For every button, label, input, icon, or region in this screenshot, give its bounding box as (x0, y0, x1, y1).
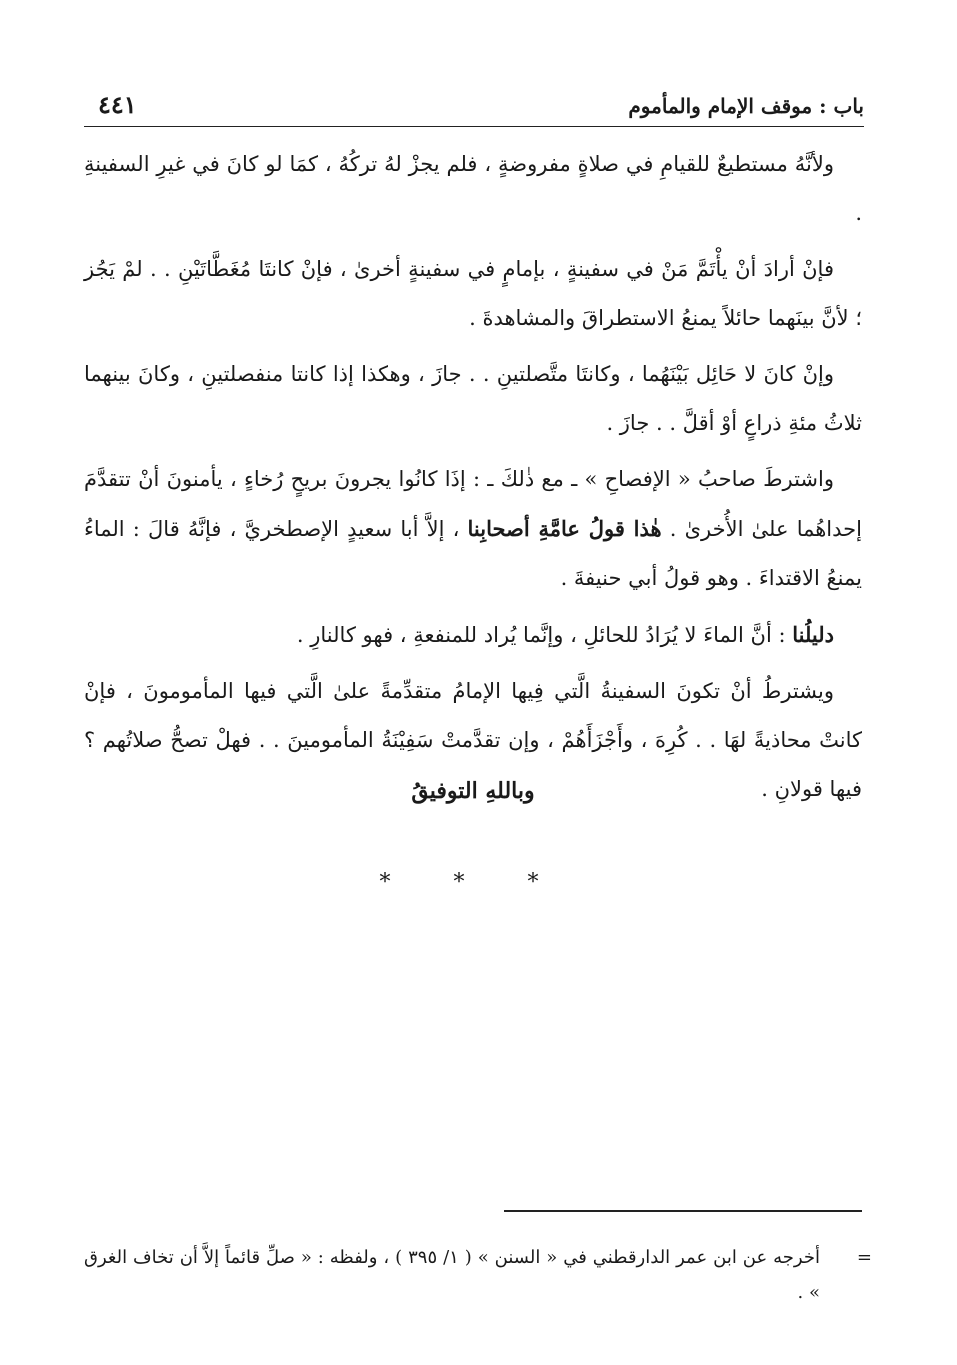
section-separator: * * * (379, 870, 567, 895)
footnote-continuation-mark: = (856, 1247, 872, 1268)
main-text (84, 140, 862, 821)
paragraph-2: فإنْ أرادَ أنْ يأْتَمَّ مَنْ في سفينةٍ ، بإمامٍ في سفينةٍ أخرىٰ ، فإنْ كانتَا مُغَطَّاتَيْنِ . . لمْ يَجُز ؛ لأنَّ بينَهما حائلاً يمنعُ الاستطراقَ والمشاهدةَ . (84, 257, 862, 330)
paragraph-5-bold: دليلُنا (792, 622, 834, 647)
paragraph-5-rest: : أنَّ الماءَ لا يُرَادُ للحائلِ ، وإنَّما يُراد للمنفعةِ ، فهو كالنارِ . (296, 623, 793, 647)
paragraph-4-part-2: ، إلاَّ أبا سعيدٍ الإصطخريَّ ، فإنَّهُ قالَ : الماءُ يمنعُ الاقتداءَ . وهو قولُ أبي حنيفةَ . (84, 517, 862, 590)
closing-phrase: وباللهِ التوفيقُ (411, 778, 535, 804)
footnote-text: أخرجه عن ابن عمر الدارقطني في « السنن » ( ١/ ٣٩٥ ) ، ولفظه : « صلِّ قائماً إلاَّ أن تخاف الغرق » . (84, 1247, 820, 1303)
page-number: ٤٤١ (98, 90, 137, 119)
paragraph-3: وإنْ كانَ لا حَائِل بَيْنَهُما ، وكانتَا متَّصلتينِ . . جازَ ، وهكذا إذا كانتا منفصلتينِ ، وكانَ بينهما ثلاثُ مئةِ ذراعٍ أوْ أقلَّ . . جازَ . (84, 362, 862, 435)
chapter-title: باب : موقف الإمام والمأموم (628, 94, 864, 118)
paragraph-5 (84, 610, 862, 660)
paragraph-1: ولأنَّهُ مستطيعٌ للقيامِ في صلاةٍ مفروضةٍ ، فلم يجزْ لهُ تركُهُ ، كمَا لو كانَ في غيرِ السفينةِ . (84, 152, 862, 225)
paragraph-4 (84, 455, 862, 603)
header-divider (84, 126, 864, 127)
paragraph-6: ويشترطُ أنْ تكونَ السفينةُ الَّتي فِيها الإمامُ متقدِّمةً علىٰ الَّتي فيها المأمومونَ ، فإنْ كانتْ محاذيةً لهَا . . كُرِهَ ، وأَجْزَأَهُمْ ، وإن تقدَّمتْ سَفِيْنَةُ المأمومينَ . . فهلْ تصحُّ صلاتُهم ؟ فيها قولانِ . (84, 679, 862, 801)
footnote (84, 1240, 872, 1310)
running-header (84, 88, 864, 124)
paragraph-4-bold: هٰذا قولُ عامَّةِ أصحابِنا (467, 516, 662, 541)
footnote-divider (504, 1210, 862, 1212)
paragraph-4-part-1: واشترطَ صاحبُ « الإفصاحِ » ـ مع ذٰلكَ ـ : إذَا كانُوا يجرونَ بريحٍ رُخاءٍ ، يأمنونَ أنْ تتقدَّمَ إحداهُما علىٰ الأُخرىٰ . (84, 467, 862, 541)
